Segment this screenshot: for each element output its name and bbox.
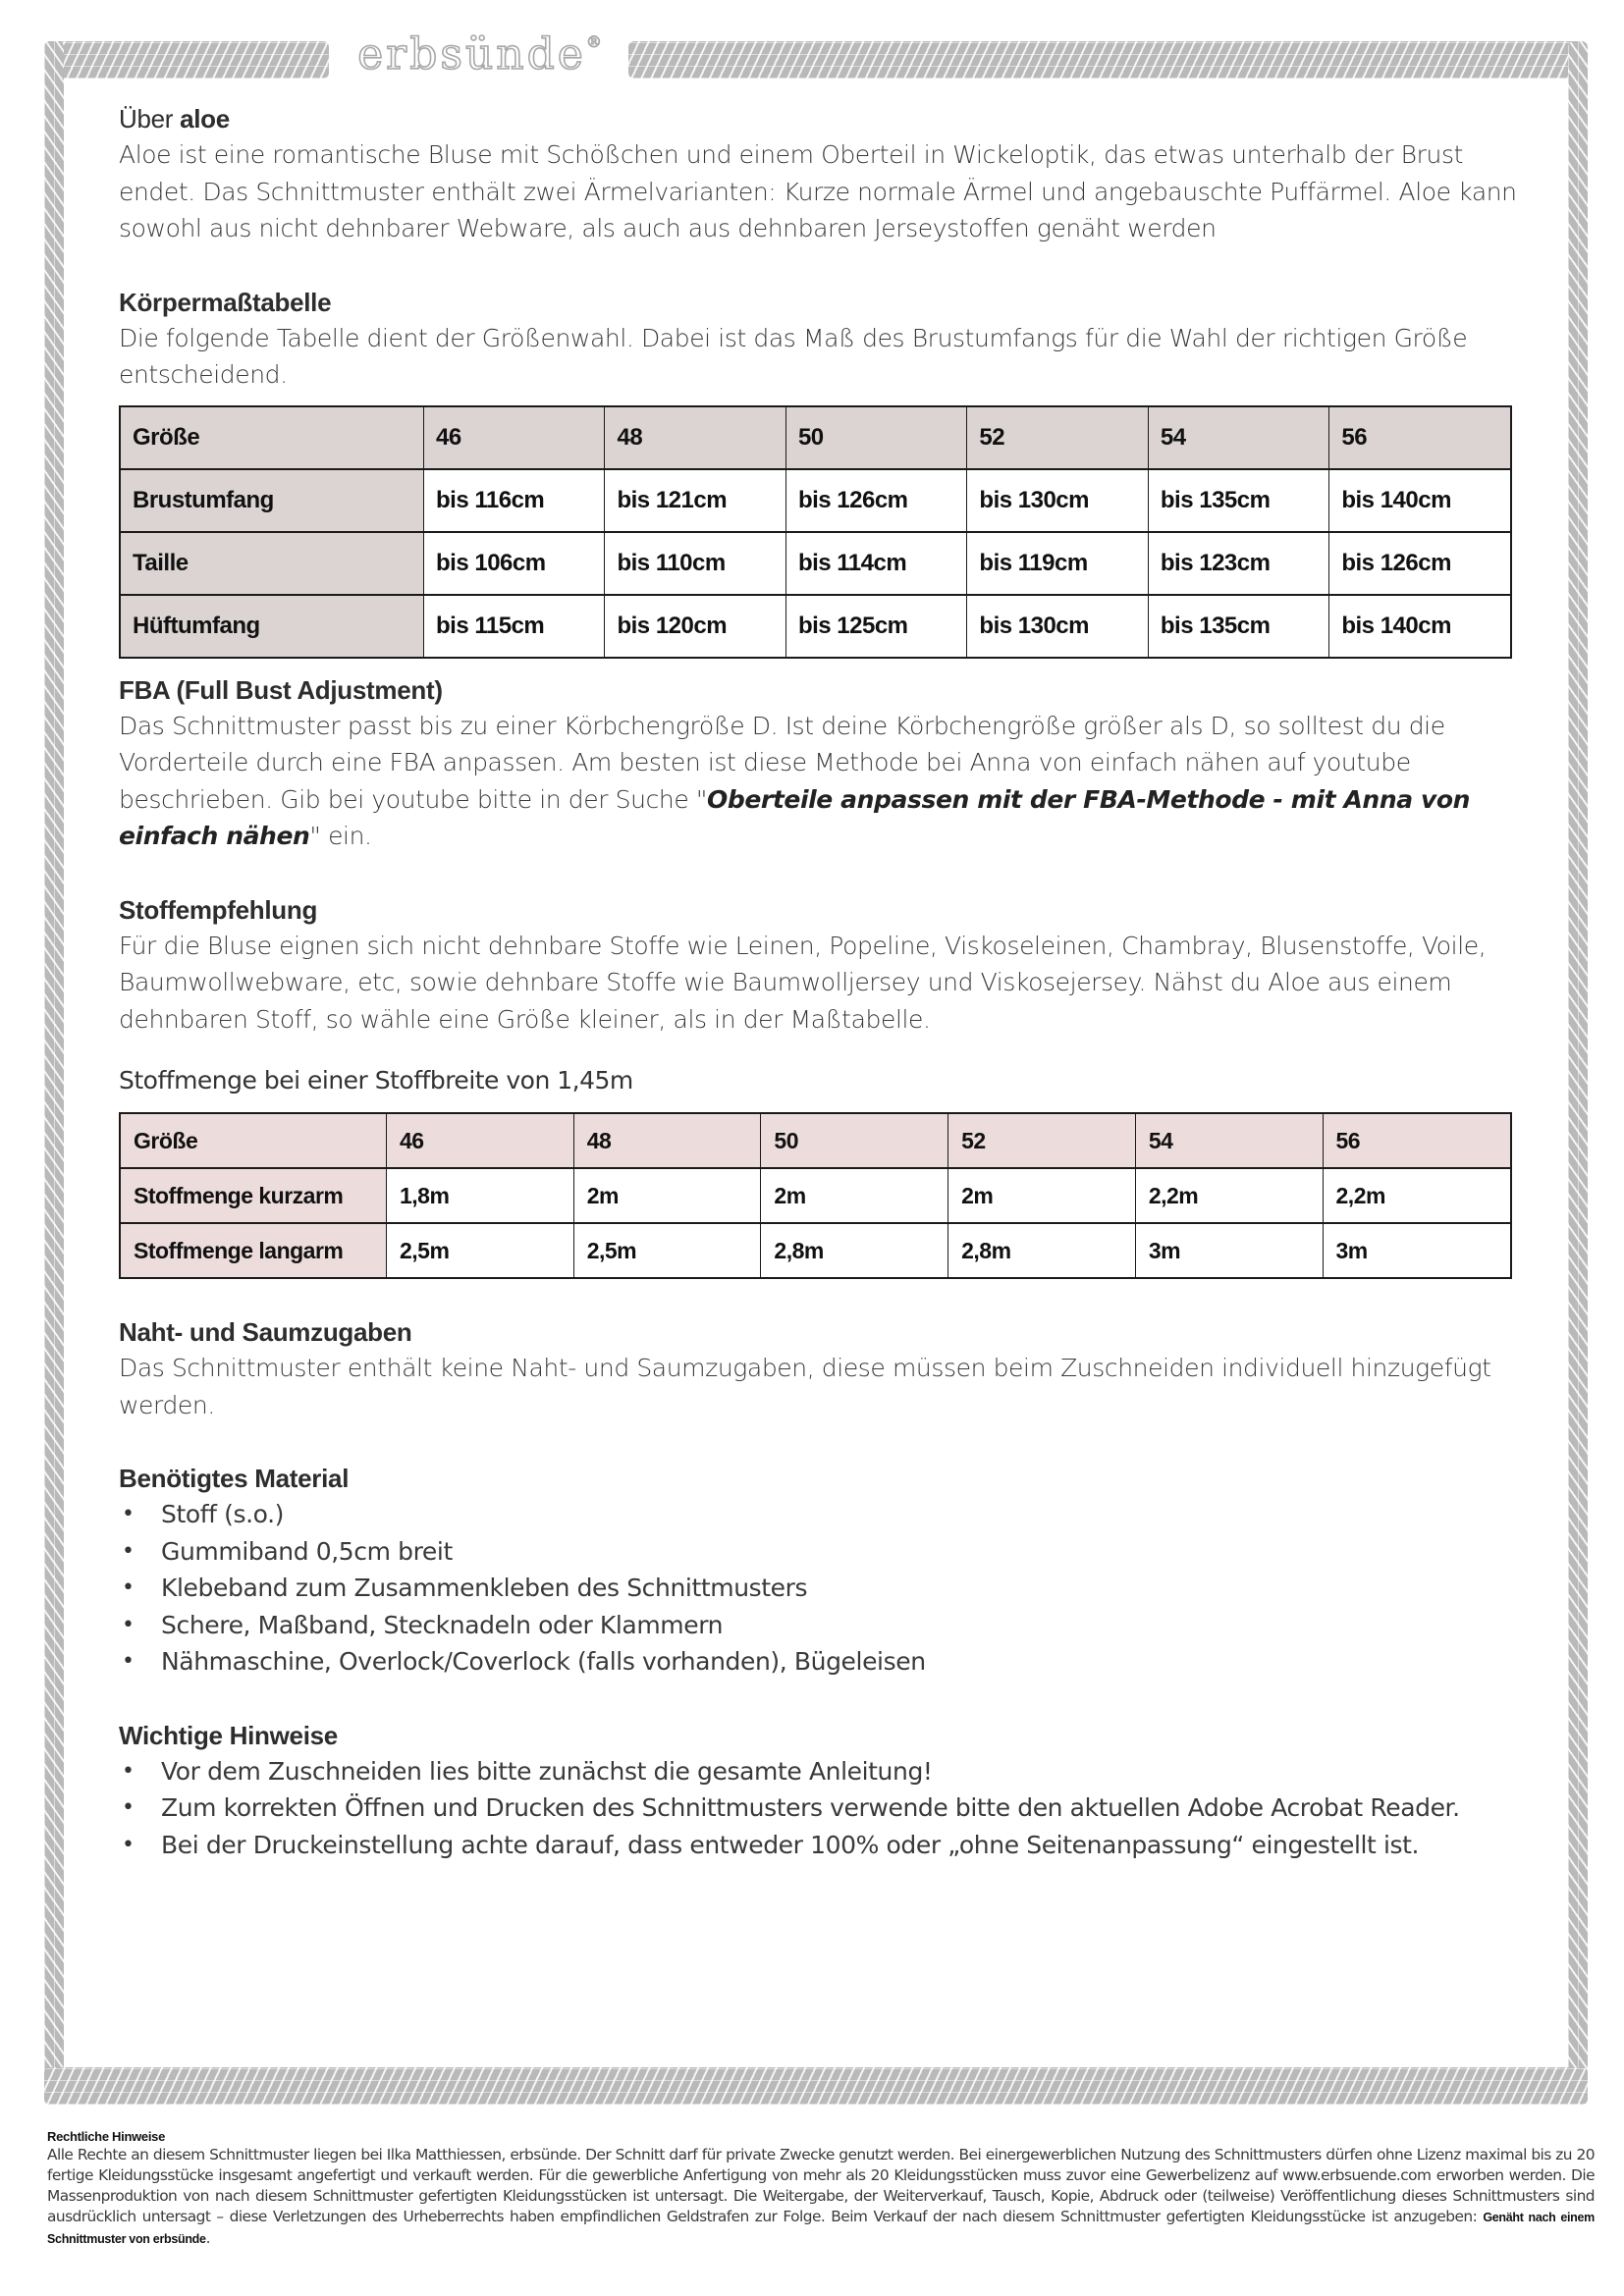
rope-border-top-right (628, 41, 1586, 79)
table-cell: bis 115cm (424, 595, 605, 658)
list-item-text: Schere, Maßband, Stecknadeln oder Klammern (161, 1610, 724, 1639)
bullet-icon: • (122, 1612, 135, 1637)
bullet-icon: • (122, 1538, 135, 1564)
fba-text-after: " ein. (309, 822, 372, 850)
table-cell: 2,8m (761, 1223, 948, 1278)
table-header-size: 50 (761, 1113, 948, 1168)
about-text: Aloe ist eine romantische Bluse mit Schößchen und einem Oberteil in Wickeloptik, das etwas unterhalb der Brust endet. Das Schnittmuster enthält zwei Ärmelvarianten: Kurze normale Ärmel und angebauschte Puffärmel. Aloe kann sowohl aus nicht dehnbarer Webware, als auch aus dehnbaren Jerseystoffen genäht werden (119, 140, 1517, 242)
table-cell: bis 121cm (605, 469, 785, 532)
table-cell: bis 126cm (1329, 532, 1511, 595)
list-item-text: Stoff (s.o.) (161, 1500, 284, 1528)
list-item (119, 1789, 1533, 1827)
table-cell: 2m (948, 1168, 1136, 1223)
rope-border-top-left (44, 41, 329, 79)
about-heading (119, 101, 1533, 136)
fabric-recommendation-text: Für die Bluse eignen sich nicht dehnbare Stoffe wie Leinen, Popeline, Viskoseleinen, Chambray, Blusenstoffe, Voile, Baumwollwebware, etc, sowie dehnbare Stoffe wie Baumwolljersey und Viskosejersey. Nähst du Aloe aus einem dehnbaren Stoff, so wähle eine Größe kleiner, als in der Maßtabelle. (119, 931, 1487, 1034)
list-item-text: Bei der Druckeinstellung achte darauf, dass entweder 100% oder „ohne Seitenanpassung“ eingestellt ist. (161, 1830, 1420, 1859)
table-header-row (120, 1113, 1511, 1168)
table-header-size: 56 (1323, 1113, 1511, 1168)
table-cell: bis 135cm (1148, 469, 1328, 532)
body-measurements-table (119, 405, 1512, 659)
notes-heading: Wichtige Hinweise (119, 1720, 338, 1750)
table-cell: 1,8m (387, 1168, 574, 1223)
table-header-size: 52 (948, 1113, 1136, 1168)
table-header-size: 54 (1135, 1113, 1323, 1168)
table-cell: bis 116cm (424, 469, 605, 532)
table-row (120, 469, 1511, 532)
table-cell: 2,2m (1135, 1168, 1323, 1223)
list-item (119, 1570, 1533, 1607)
table-header-row (120, 406, 1511, 469)
table-cell: bis 120cm (605, 595, 785, 658)
bullet-icon: • (122, 1649, 135, 1674)
about-heading-name: aloe (180, 104, 230, 133)
body-measurements-text: Die folgende Tabelle dient der Größenwahl. Dabei ist das Maß des Brustumfangs für die Wahl der richtigen Größe entscheidend. (119, 323, 1468, 389)
fba-heading: FBA (Full Bust Adjustment) (119, 674, 443, 705)
table-cell: 2,5m (387, 1223, 574, 1278)
list-item (119, 1607, 1533, 1644)
list-item-text: Gummiband 0,5cm breit (161, 1536, 453, 1566)
table-row-label: Stoffmenge kurzarm (120, 1168, 387, 1223)
fabric-amount-table (119, 1112, 1512, 1279)
table-cell: bis 130cm (967, 469, 1148, 532)
about-heading-prefix: Über (119, 104, 174, 133)
list-item-text: Nähmaschine, Overlock/Coverlock (falls vorhanden), Bügeleisen (161, 1647, 926, 1676)
table-header-label: Größe (120, 1113, 387, 1168)
table-header-size: 52 (967, 406, 1148, 469)
table-cell: bis 126cm (785, 469, 966, 532)
table-cell: bis 135cm (1148, 595, 1328, 658)
fba-search-phrase: Oberteile anpassen mit der FBA-Methode - mit Anna von einfach nähen (119, 784, 1471, 850)
table-row (120, 1223, 1511, 1278)
bullet-icon: • (122, 1795, 135, 1820)
table-header-size: 48 (573, 1113, 761, 1168)
legal-end: . (205, 2229, 211, 2247)
legal-text (47, 2145, 1595, 2250)
rope-border-right (1568, 41, 1588, 2105)
page-content (119, 101, 1533, 1863)
table-row-label: Hüftumfang (120, 595, 424, 658)
table-cell: 2,5m (573, 1223, 761, 1278)
table-cell: bis 106cm (424, 532, 605, 595)
materials-heading: Benötigtes Material (119, 1464, 350, 1493)
table-row (120, 595, 1511, 658)
table-cell: bis 140cm (1329, 469, 1511, 532)
table-cell: bis 140cm (1329, 595, 1511, 658)
table-header-size: 50 (785, 406, 966, 469)
table-cell: 2,2m (1323, 1168, 1511, 1223)
legal-body: Alle Rechte an diesem Schnittmuster liegen bei Ilka Matthiessen, erbsünde. Der Schnitt darf für private Zwecke genutzt werden. Bei einergewerblichen Nutzung des Schnittmusters dürfen ohne Lizenz maximal bis zu 20 fertige Kleidungsstücke insgesamt angefertigt und verkauft werden. Für die gewerbliche Anfertigung von mehr als 20 Kleidungsstücken muss zuvor eine Gewerbelizenz auf www.erbsuende.com erworben werden. Die Massenproduktion von nach diesem Schnittmuster gefertigten Kleidungsstücken ist untersagt. Die Weitergabe, der Weiterverkauf, Tausch, Kopie, Abdruck oder (teilweise) Veröffentlichung dieses Schnittmusters sind ausdrücklich untersagt – diese Verletzungen des Urheberrechts haben empfindlichen Geldstrafen zur Folge. Beim Verkauf der nach diesem Schnittmuster gefertigten Kleidungsstücke ist anzugeben: (47, 2146, 1595, 2225)
table-header-label: Größe (120, 406, 424, 469)
materials-list (119, 1496, 1533, 1681)
brand-logo-text: erbsünde (357, 29, 586, 80)
list-item (119, 1753, 1533, 1790)
table-cell: bis 123cm (1148, 532, 1328, 595)
table-header-size: 46 (387, 1113, 574, 1168)
table-header-size: 48 (605, 406, 785, 469)
table-cell: 2m (573, 1168, 761, 1223)
brand-logo (339, 29, 623, 80)
list-item (119, 1496, 1533, 1533)
fabric-recommendation-heading: Stoffempfehlung (119, 894, 318, 925)
legal-heading: Rechtliche Hinweise (47, 2129, 166, 2144)
table-cell: bis 110cm (605, 532, 785, 595)
table-header-size: 56 (1329, 406, 1511, 469)
table-cell: bis 114cm (785, 532, 966, 595)
table-cell: bis 125cm (785, 595, 966, 658)
table-row-label: Taille (120, 532, 424, 595)
list-item (119, 1827, 1533, 1864)
table-cell: 3m (1323, 1223, 1511, 1278)
seam-allowance-heading: Naht- und Saumzugaben (119, 1317, 412, 1347)
fabric-amount-caption: Stoffmenge bei einer Stoffbreite von 1,45m (119, 1066, 633, 1095)
table-cell: bis 119cm (967, 532, 1148, 595)
bullet-icon: • (122, 1502, 135, 1526)
seam-allowance-text: Das Schnittmuster enthält keine Naht- und Saumzugaben, diese müssen beim Zuschneiden individuell hinzugefügt werden. (119, 1354, 1491, 1419)
table-cell: bis 130cm (967, 595, 1148, 658)
table-header-size: 46 (424, 406, 605, 469)
legal-credit: Genäht nach einem Schnittmuster von erbsünde (47, 2211, 1595, 2246)
legal-footer (47, 2128, 1595, 2250)
table-header-size: 54 (1148, 406, 1328, 469)
table-row (120, 532, 1511, 595)
table-cell: 2m (761, 1168, 948, 1223)
registered-mark: ® (585, 32, 605, 51)
table-row-label: Stoffmenge langarm (120, 1223, 387, 1278)
list-item (119, 1533, 1533, 1571)
fba-text (119, 708, 1533, 855)
table-cell: 2,8m (948, 1223, 1136, 1278)
bullet-icon: • (122, 1758, 135, 1784)
list-item-text: Klebeband zum Zusammenkleben des Schnittmusters (161, 1574, 808, 1602)
bullet-icon: • (122, 1832, 135, 1857)
rope-border-bottom (44, 2067, 1588, 2105)
bullet-icon: • (122, 1575, 135, 1600)
list-item (119, 1643, 1533, 1681)
table-row (120, 1168, 1511, 1223)
rope-border-left (44, 41, 64, 2105)
list-item-text: Zum korrekten Öffnen und Drucken des Schnittmusters verwende bitte den aktuellen Adobe Acrobat Reader. (161, 1793, 1460, 1822)
table-cell: 3m (1135, 1223, 1323, 1278)
list-item-text: Vor dem Zuschneiden lies bitte zunächst die gesamte Anleitung! (161, 1756, 933, 1786)
body-measurements-heading: Körpermaßtabelle (119, 287, 332, 317)
table-row-label: Brustumfang (120, 469, 424, 532)
notes-list (119, 1753, 1533, 1864)
fba-text-before: Das Schnittmuster passt bis zu einer Körbchengröße D. Ist deine Körbchengröße größer als D, so solltest du die Vorderteile durch eine FBA anpassen. Am besten ist diese Methode bei Anna von einfach nähen auf youtube beschrieben. Gib bei youtube bitte in der Suche " (119, 711, 1445, 814)
